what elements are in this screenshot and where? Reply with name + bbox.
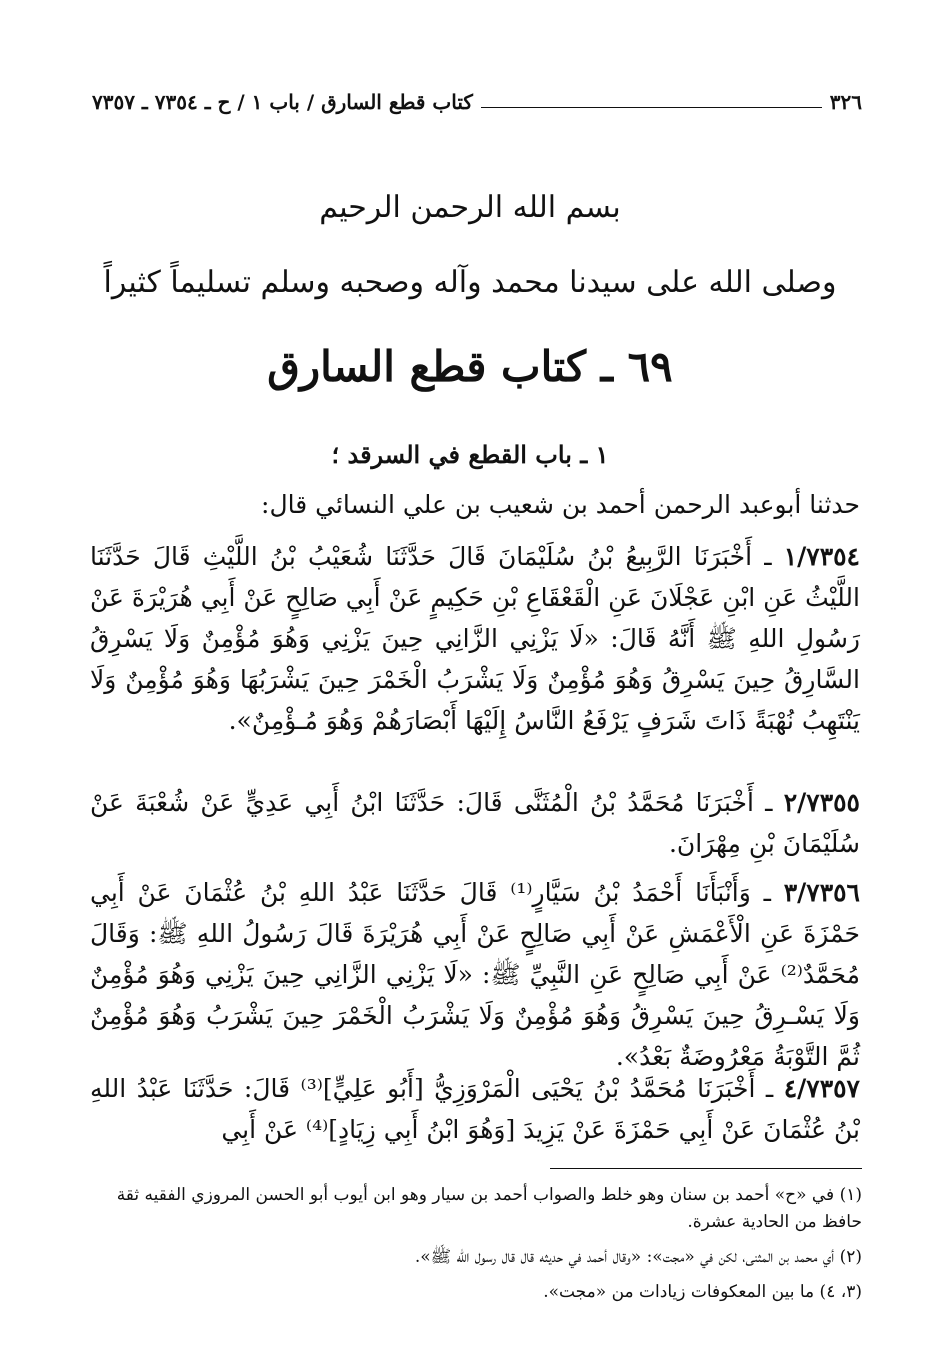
- chapter-title: ١ ـ باب القطع في السرقد ؛: [331, 440, 609, 469]
- running-header: [92, 84, 862, 114]
- hadith-number: ٤/٧٣٥٧: [783, 1074, 860, 1103]
- hadith-text: ـ وَأَنْبَأَنَا أَحْمَدُ بْنُ سَيَّارٍ⁽¹⁾ قَالَ حَدَّثَنَا عَبْدُ اللهِ بْنُ عُثْمَانَ عَنْ أَبِي حَمْزَةَ عَنِ الْأَعْمَشِ عَنْ أَبِي صَالِحٍ عَنْ أَبِي هُرَيْرَةَ قَالَ رَسُولُ اللهِ ﷺ: وَقَالَ مُحَمَّدٌ⁽²⁾ عَنْ أَبِي صَالِحٍ عَنِ النَّبِيِّ ﷺ: «لَا يَزْنِي الزَّانِي حِينَ يَزْنِي وَهُوَ مُؤْمِنٌ وَلَا يَسْـرِقُ حِينَ يَسْرِقُ وَهُوَ مُؤْمِنٌ وَلَا يَشْرَبُ الْخَمْرَ حِينَ يَشْرَبُ وَهُوَ مُؤْمِنٌ ثُمَّ التَّوْبَةُ مَعْرُوضَةٌ بَعْدُ».: [90, 878, 860, 1071]
- basmala: بسم الله الرحمن الرحيم: [319, 190, 621, 225]
- page-number: ٣٢٦: [829, 90, 862, 114]
- hadith-text: ـ أَخْبَرَنَا الرَّبِيعُ بْنُ سُلَيْمَانَ قَالَ حَدَّثَنَا شُعَيْبُ بْنُ اللَّيْثِ قَالَ حَدَّثَنَا اللَّيْثُ عَنِ ابْنِ عَجْلَانَ عَنِ الْقَعْقَاعِ بْنِ حَكِيمٍ عَنْ أَبِي صَالِحٍ عَنْ أَبِي هُرَيْرَةَ عَنْ رَسُولِ اللهِ ﷺ أَنَّهُ قَالَ: «لَا يَزْنِي الزَّانِي حِينَ يَزْنِي وَهُوَ مُؤْمِنٌ وَلَا يَسْرِقُ السَّارِقُ حِينَ يَسْرِقُ وَهُوَ مُؤْمِنٌ وَلَا يَشْرَبُ الْخَمْرَ حِينَ يَشْرَبُهَا وَهُوَ مُؤْمِنٌ وَلَا يَنْتَهِبُ نُهْبَةً ذَاتَ شَرَفٍ يَرْفَعُ النَّاسُ إِلَيْهَا أَبْصَارَهُمْ وَهُوَ مُـؤْمِنٌ».: [90, 542, 860, 735]
- footnote: (٢) أي محمد بن المثنى، لكن في «مجت»: «وقال أحمد في حديثه قال قال رسول الله ﷺ».: [414, 1247, 862, 1267]
- hadith-text: ـ أَخْبَرَنَا مُحَمَّدُ بْنُ الْمُثَنَّى قَالَ: حَدَّثَنَا ابْنُ أَبِي عَدِيٍّ عَنْ شُعْبَةَ عَنْ سُلَيْمَانَ بْنِ مِهْرَانَ.: [90, 788, 860, 858]
- hadith-paragraph: [90, 782, 860, 864]
- hadith-paragraph: [90, 872, 860, 1077]
- hadith-number: ٢/٧٣٥٥: [783, 788, 860, 817]
- hadith-text: ـ أَخْبَرَنَا مُحَمَّدُ بْنُ يَحْيَى الْمَرْوَزِيُّ [أَبُو عَلِيٍّ]⁽³⁾ قَالَ: حَدَّثَنَا عَبْدُ اللهِ بْنُ عُثْمَانَ عَنْ أَبِي حَمْزَةَ عَنْ يَزِيدَ [وَهُوَ ابْنُ أَبِي زِيَادٍ]⁽⁴⁾ عَنْ أَبِي: [90, 1074, 860, 1144]
- hadith-number: ١/٧٣٥٤: [783, 542, 860, 571]
- footnote: (١) في «ح» أحمد بن سنان وهو خلط والصواب أحمد بن سيار وهو ابن أيوب أبو الحسن المروزي الفقيه ثقة حافظ من الحادية عشرة.: [116, 1185, 862, 1232]
- hadith-paragraph: [90, 1068, 860, 1150]
- hadith-paragraph: [90, 536, 860, 741]
- footnote-rule: [550, 1168, 862, 1169]
- book-title: ٦٩ ـ كتاب قطع السارق: [267, 342, 673, 391]
- footnotes: [92, 1182, 862, 1314]
- intro-line: حدثنا أبوعبد الرحمن أحمد بن شعيب بن علي النسائي قال:: [261, 490, 860, 519]
- running-title: كتاب قطع السارق / باب ١ / ح ـ ٧٣٥٤ ـ ٧٣٥٧: [92, 90, 473, 114]
- header-rule: [481, 107, 822, 108]
- footnote: (٣، ٤) ما بين المعكوفات زيادات من «مجت».: [543, 1282, 862, 1302]
- salat-line: وصلى الله على سيدنا محمد وآله وصحبه وسلم تسليماً كثيراً: [103, 265, 837, 300]
- hadith-number: ٣/٧٣٥٦: [783, 878, 860, 907]
